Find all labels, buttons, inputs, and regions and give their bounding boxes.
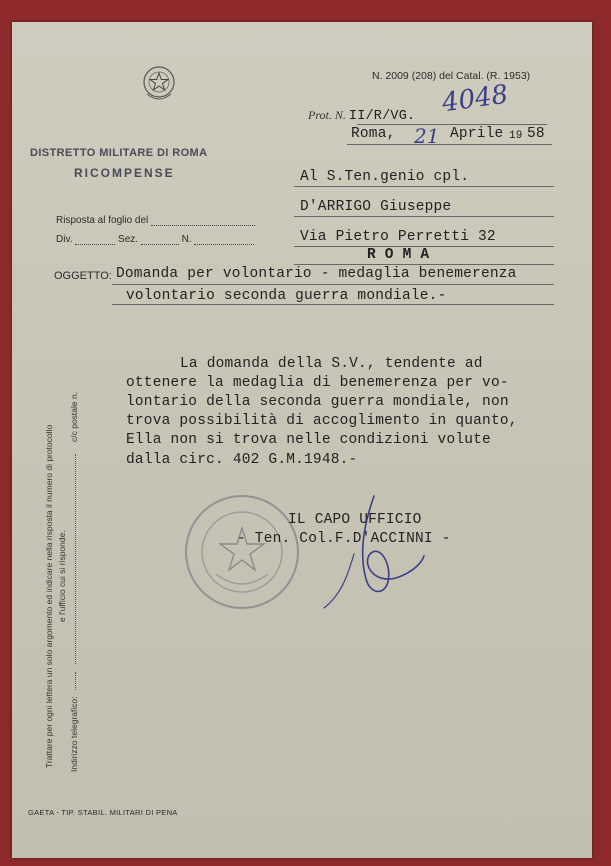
recipient-city: R O M A [367,247,430,263]
date-year-prefix: 19 [509,130,523,142]
recipient-rank: Al S.Ten.genio cpl. [300,169,470,185]
date-city: Roma, [351,126,396,142]
body-line-5: Ella non si trova nelle condizioni volute [126,432,491,448]
body-line-4: trova possibilità di accoglimento in quanto, [126,413,518,429]
form-number: N. 2009 (208) del Catal. (R. 1953) [372,70,531,82]
protocol-line [308,108,415,124]
margin-telegraph: Indirizzo telegrafico: [69,696,79,772]
subject-line1: Domanda per volontario - medaglia benemerenza [116,266,517,282]
signature-name: - Ten. Col.F.D'ACCINNI - [237,531,451,547]
date-year-suffix: 58 [527,126,545,142]
body-line-2: ottenere la medaglia di benemerenza per vo- [126,375,509,391]
n-label: N. [181,234,192,245]
reply-label: Risposta al foglio del [56,215,149,226]
margin-instruction-2: e l'ufficio cui si risponde. [57,530,67,622]
official-seal-icon [180,490,304,614]
reply-dots [151,225,255,226]
district-stamp: DISTRETTO MILITARE DI ROMA [30,147,208,159]
printer-imprint: GAETA - TIP. STABIL. MILITARI DI PENA [28,808,178,817]
body-line-3: lontario della seconda guerra mondiale, non [126,394,509,410]
div-label: Div. [56,234,73,245]
body-line-1: La domanda della S.V., tendente ad [180,356,483,372]
protocol-typed: II/R/VG. [348,109,416,124]
handwritten-signature-icon [304,484,434,614]
letter-sheet [12,22,592,858]
republic-emblem-icon [141,64,177,104]
margin-instruction-1: Trattare per ogni lettera un solo argomento ed indicare nella risposta il numero di protocollo [44,424,54,768]
subject-label: OGGETTO: [54,270,112,282]
recipient-name: D'ARRIGO Giuseppe [300,199,452,215]
sez-label: Sez. [118,234,139,245]
reply-line [56,215,255,226]
signature-title: IL CAPO UFFICIO [288,512,422,528]
protocol-label: Prot. N. [308,108,346,122]
department-stamp: RICOMPENSE [74,166,175,180]
margin-postal: c/c postale n. [69,391,79,442]
protocol-handwritten: 4048 [440,79,510,119]
subject-line2: volontario seconda guerra mondiale.- [126,288,447,304]
date-day: 21 [414,124,440,148]
date-month: Aprile [450,126,504,142]
body-line-6: dalla circ. 402 G.M.1948.- [126,452,358,468]
recipient-street: Via Pietro Perretti 32 [300,229,496,245]
div-line [56,234,254,245]
